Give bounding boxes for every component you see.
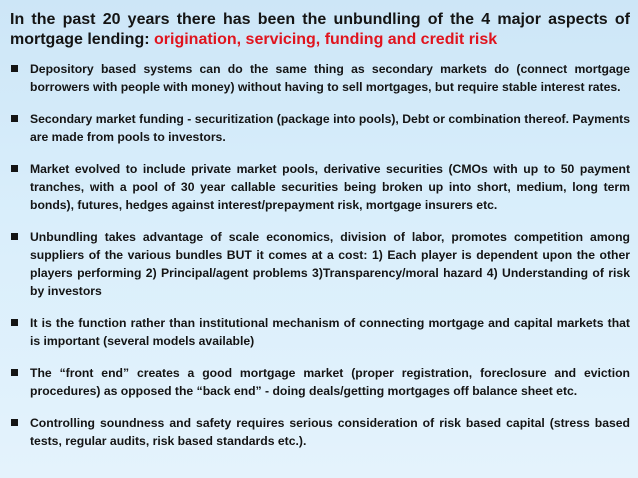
bullet-item [10, 414, 630, 450]
square-bullet-icon [11, 369, 18, 376]
bullet-list [10, 60, 630, 450]
bullet-item [10, 110, 630, 146]
bullet-item [10, 314, 630, 350]
square-bullet-icon [11, 165, 18, 172]
bullet-item [10, 364, 630, 400]
bullet-text: Market evolved to include private market pools, derivative securities (CMOs with up to 50 payment tranches, with a pool of 30 year callable securities being broken up into short, medium, long term bonds), futures, hedges against interest/prepayment risk, mortgage insurers etc. [30, 162, 630, 212]
square-bullet-icon [11, 233, 18, 240]
slide-title-highlight: origination, servicing, funding and credit risk [154, 31, 498, 48]
bullet-item [10, 60, 630, 96]
bullet-text: It is the function rather than institutional mechanism of connecting mortgage and capital markets that is important (several models available) [30, 316, 630, 348]
square-bullet-icon [11, 419, 18, 426]
bullet-text: Depository based systems can do the same thing as secondary markets do (connect mortgage borrowers with people with money) without having to sell mortgages, but require stable interest rates. [30, 62, 630, 94]
slide-title [10, 10, 630, 50]
bullet-text: Controlling soundness and safety requires serious consideration of risk based capital (stress based tests, regular audits, risk based standards etc.). [30, 416, 630, 448]
bullet-text: The “front end” creates a good mortgage market (proper registration, foreclosure and eviction procedures) as opposed the “back end” - doing deals/getting mortgages off balance sheet etc. [30, 366, 630, 398]
square-bullet-icon [11, 319, 18, 326]
bullet-text: Secondary market funding - securitization (package into pools), Debt or combination thereof. Payments are made from pools to investors. [30, 112, 630, 144]
bullet-item [10, 160, 630, 214]
bullet-item [10, 228, 630, 300]
square-bullet-icon [11, 115, 18, 122]
bullet-text: Unbundling takes advantage of scale economics, division of labor, promotes competition among suppliers of the various bundles BUT it comes at a cost: 1) Each player is dependent upon the other players performing 2) Principal/agent problems 3)Transparency/moral hazard 4) Understanding of risk by investors [30, 230, 630, 298]
slide-title-text: In the past 20 years there has been the unbundling of the 4 major aspects of mortgage lending: [10, 11, 630, 48]
square-bullet-icon [11, 65, 18, 72]
